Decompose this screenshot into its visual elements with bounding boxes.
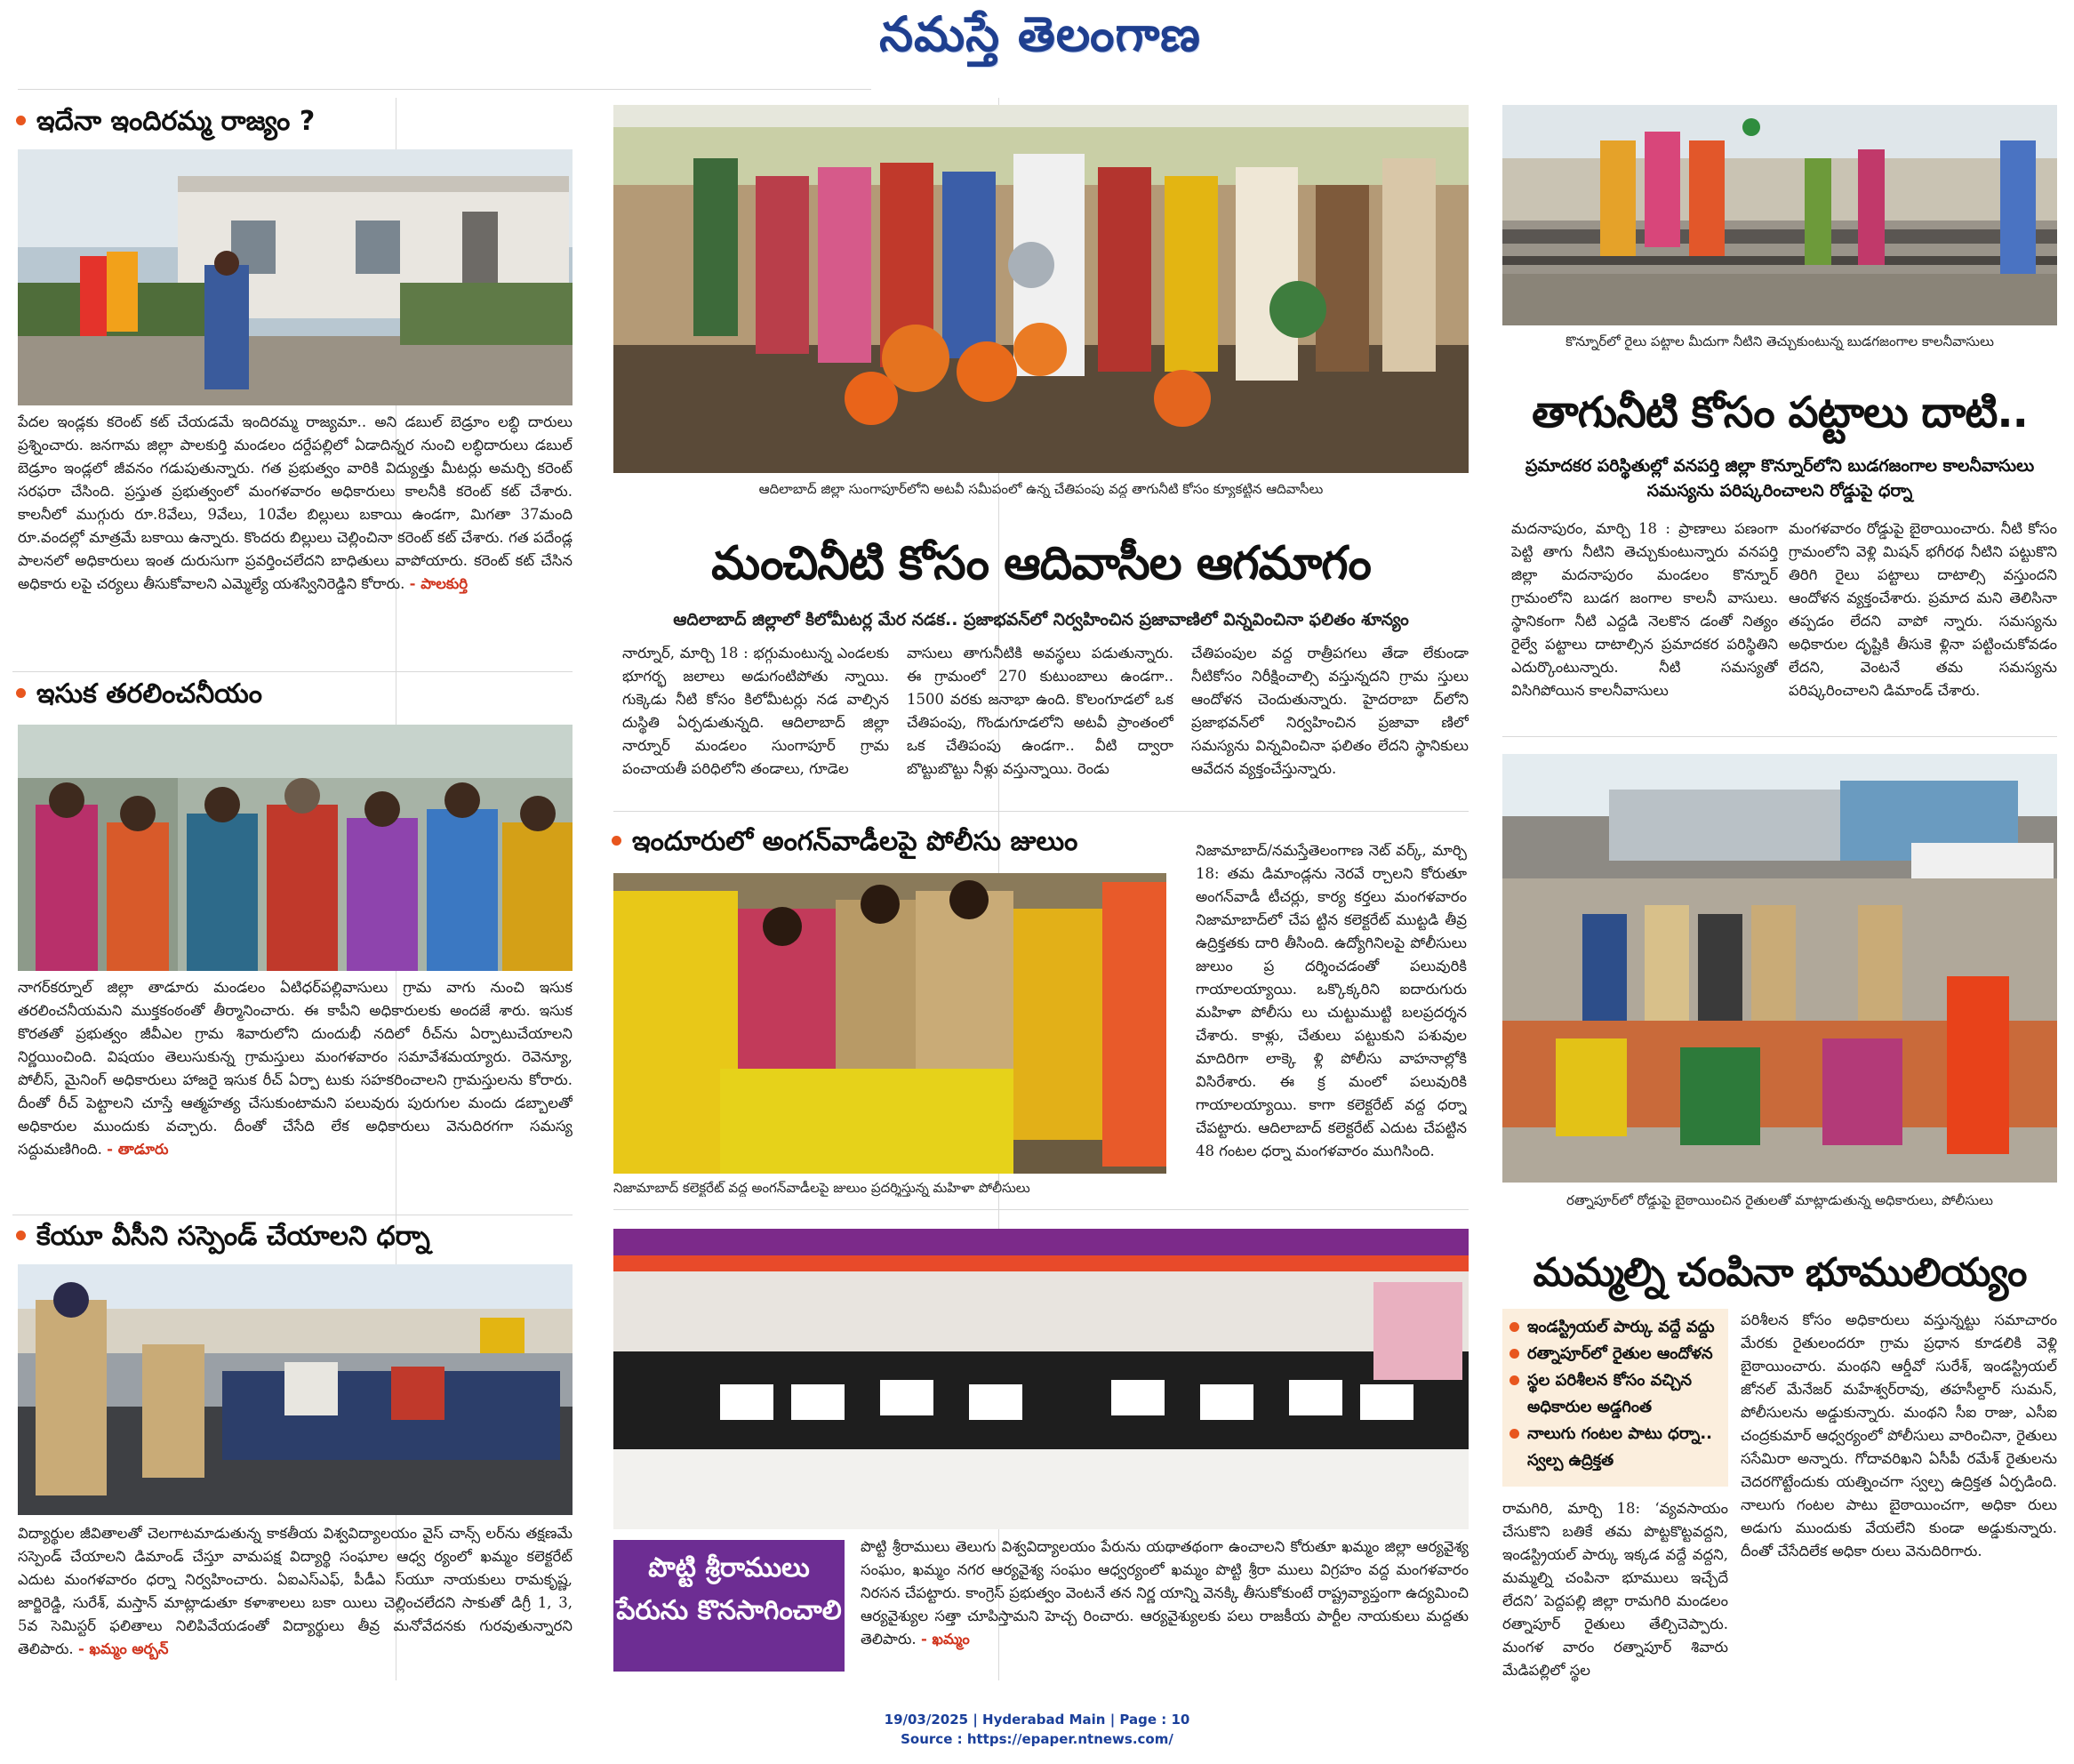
lead-photo — [613, 105, 1469, 473]
bullet-icon — [1509, 1375, 1519, 1385]
bullet-item: రత్నాపూర్‌లో రైతుల ఆందోళన — [1508, 1341, 1723, 1367]
story3-byline: - ఖమ్మం అర్బన్ — [77, 1640, 169, 1657]
bullet-icon — [1509, 1429, 1519, 1439]
story3-photo — [18, 1264, 573, 1515]
land-photo-caption: రత్నాపూర్‌లో రోడ్డుపై బైఠాయించిన రైతులతో మాట్లాడుతున్న అధికారులు, పోలీసులు — [1566, 1192, 1993, 1208]
rail-headline: తాగునీటి కోసం పట్టాలు దాటి.. — [1532, 388, 2028, 437]
story3-body: విద్యార్థుల జీవితాలతో చెలగాటమాడుతున్న కాకతీయ విశ్వవిద్యాలయం వైస్ చాన్స్ లర్‌ను తక్షణమే సస్పెండ్ చేయాలని డిమాండ్ చేస్తూ వామపక్ష విద్యార్థి సంఘాల ఆధ్వ ర్యంలో ఖమ్మం కలెక్టరేట్ ఎదుట మంగళవారం ధర్నా నిర్వహించారు. ఏఐఎస్‌ఎఫ్, పీడీఎ స్‌యూ నాయకులు రామకృష్ణ, జార్జిరెడ్డి, సురేశ్, మస్తాన్ మాట్లాడుతూ కళాశాలలు బకా యిలు చెల్లించలేదని సాకుతో డిగ్రీ 1, 3, 5వ సెమిస్టర్ ఫలితాలు నిలిపివేయడంతో విద్యార్థులు తీవ్ర మనోవేదనకు గురవుతున్నారని తెలిపారు. - ఖమ్మం అర్బన్ — [18, 1525, 573, 1657]
bullet-item: స్థల పరిశీలన కోసం వచ్చిన అధికారుల అడ్డగింత — [1508, 1367, 1723, 1421]
story3-headline: కేయూ వీసీని సస్పెండ్ చేయాలని ధర్నా — [12, 1220, 430, 1254]
bullet-icon — [16, 116, 26, 125]
bullet-item: ఇండస్ట్రియల్ పార్కు వద్దే వద్దు — [1508, 1314, 1723, 1341]
bullet-icon — [16, 1231, 26, 1240]
bullet-icon — [612, 836, 621, 846]
land-bullet-box — [1502, 1309, 1728, 1487]
land-body-col2: పరిశీలన కోసం అధికారులు వస్తున్నట్టు సమాచారం మేరకు రైతులందరూ గ్రామ ప్రధాన కూడలికి వెళ్లి బైఠాయించారు. మంథని ఆర్డీవో సురేశ్, ఇండస్ట్రియల్ జోనల్ మేనేజర్ మహేశ్వర్‌రావు, తహసీల్దార్ సుమన్, పోలీసులను అడ్డుకున్నారు. మంథని సీఐ రాజు, ఎసీఐ చంద్రకుమార్ ఆధ్వర్యంలో పోలీసులు వారించినా, రైతులు ససేమిరా అన్నారు. గోదావరిఖని ఏసీపీ రమేశ్ రైతులను చెదరగొట్టేందుకు యత్నించగా స్వల్ప ఉద్రిక్తత ఏర్పడింది. నాలుగు గంటల పాటు బైఠాయించగా, అధికా రులు అడుగు ముందుకు వేయలేని కుండా అడ్డుకున్నారు. దీంతో చేసేదిలేక అధికా రులు వెనుదిరిగారు. — [1741, 1311, 2057, 1560]
police-headline: ఇందూరులో అంగన్‌వాడీలపై పోలీసు జులుం — [608, 825, 1077, 859]
bullet-icon — [1509, 1322, 1519, 1332]
potti-body: పొట్టి శ్రీరాములు తెలుగు విశ్వవిద్యాలయం పేరును యథాతథంగా ఉంచాలని కోరుతూ ఖమ్మం జిల్లా ఆర్యవైశ్య సంఘం, ఖమ్మం నగర ఆర్యవైశ్య సంఘం ఆధ్వర్యంలో ఖమ్మం పొట్టి శ్రీరా ములు విగ్రహం వద్ద మంగళవారం నిరసన చేపట్టారు. కాంగ్రెస్ ప్రభుత్వం వెంటనే తన నిర్ణ యాన్ని వెనక్కి తీసుకోకుంటే రాష్ట్రవ్యాప్తంగా ఉద్యమించి ఆర్యవైశ్యుల సత్తా చూపిస్తామని హెచ్చ రించారు. ఆర్యవైశ్యులకు పలు రాజకీయ పార్టీల నాయకులు మద్దతు తెలిపారు. - ఖమ్మం — [861, 1538, 1469, 1648]
rail-photo — [1502, 105, 2057, 325]
bullet-icon — [16, 688, 26, 698]
divider — [613, 1209, 1469, 1210]
footer-date-edition: 19/03/2025 | Hyderabad Main | Page : 10 — [884, 1712, 1190, 1728]
footer-source: Source : https://epaper.ntnews.com/ — [901, 1731, 1173, 1747]
land-body-col1: రామగిరి, మార్చి 18: ‘వ్యవసాయం చేసుకొని బతికే తమ పొట్టకొట్టవద్దని, ఇండస్ట్రియల్ పార్కు ఇక్కడ వద్దే వద్దని, మమ్మల్ని చంపినా భూములు ఇచ్చేదే లేదని’ పెద్దపల్లి జిల్లా రామగిరి మండలం రత్నాపూర్ రైతులు తేల్చిచెప్పారు. మంగళ వారం రత్నాపూర్ శివారు మేడిపల్లిలో స్థల — [1502, 1500, 1728, 1679]
lead-body-col3: చేతిపంపుల వద్ద రాత్రీపగలు తేడా లేకుండా నీటికోసం నిరీక్షించాల్సి వస్తున్నదని గ్రామ స్తులు ఆందోళన చెందుతున్నారు. హైదరాబా ద్‌లోని ప్రజాభవన్‌లో నిర్వహించిన ప్రజావా ణిలో సమస్యను విన్నవించినా ఫలితం లేదని స్థానికులు ఆవేదన వ్యక్తంచేస్తున్నారు. — [1191, 645, 1469, 777]
bullet-icon — [1509, 1349, 1519, 1359]
potti-byline: - ఖమ్మం — [920, 1631, 970, 1648]
bullet-item: నాలుగు గంటల పాటు ధర్నా.. స్వల్ప ఉద్రిక్తత — [1508, 1421, 1723, 1474]
story1-byline: - పాలకుర్తి — [409, 575, 468, 592]
divider — [18, 89, 871, 90]
story1-photo — [18, 149, 573, 405]
divider — [12, 671, 573, 672]
story1-headline: ఇదేనా ఇందిరమ్మ రాజ్యం ? — [12, 105, 315, 139]
lead-headline: మంచినీటి కోసం ఆదివాసీల ఆగమాగం — [711, 537, 1371, 590]
rail-body-col2: మంగళవారం రోడ్డుపై బైఠాయించారు. నీటి కోసం గ్రామంలోని వెళ్లి మిషన్ భగీరథ నీటిని పట్టుకొని తిరిగి రైలు పట్టాలు దాటాల్సి వస్తుందని ఆందోళన వ్యక్తంచేశారు. ప్రమాద మని తెలిసినా తప్పడం లేదని వాపో న్నారు. సమస్యను అధికారుల దృష్టికి తీసుకె ళ్లినా పట్టించుకోవడం లేదని, వెంటనే తమ సమస్యను పరిష్కరించాలని డిమాండ్ చేశారు. — [1789, 520, 2057, 699]
police-body: నిజామాబాద్/నమస్తేతెలంగాణ నెట్ వర్క్, మార్చి 18: తమ డిమాండ్లను నెరవే ర్చాలని కోరుతూ అంగన్‌వాడీ టీచర్లు, కార్య కర్తలు మంగళవారం నిజామాబాద్‌లో చేప ట్టిన కలెక్టరేట్ ముట్టడి తీవ్ర ఉద్రిక్తతకు దారి తీసింది. ఉద్యోగినిలపై పోలీసులు జులుం ప్ర దర్శించడంతో పలువురికి గాయాలయ్యాయి. ఒక్కొక్కరిని ఐదారుగురు మహిళా పోలీసు లు చుట్టుముట్టి బలప్రదర్శన చేశారు. కాళ్లు, చేతులు పట్టుకుని పశువుల మాదిరిగా లాక్కె ళ్లి పోలీసు వాహనాల్లోకి విసిరేశారు. ఈ క్ర మంలో పలువురికి గాయాలయ్యాయి. కాగా కలెక్టరేట్ వద్ద ధర్నా చేపట్టారు. ఆదిలాబాద్ కలెక్టరేట్ ఎదుట చేపట్టిన 48 గంటల ధర్నా మంగళవారం ముగిసింది. — [1196, 842, 1467, 1159]
story2-headline: ఇసుక తరలించనీయం — [12, 678, 262, 711]
potti-photo — [613, 1229, 1469, 1529]
land-photo — [1502, 754, 2057, 1183]
lead-photo-caption: ఆదిలాబాద్ జిల్లా సుంగాపూర్‌లోని అటవీ సమీపంలో ఉన్న చేతిపంపు వద్ద తాగునీటి కోసం క్యూకట్టిన ఆదివాసీలు — [758, 481, 1324, 497]
story2-byline: - తాడూరు — [107, 1141, 169, 1158]
rail-subhead: ప్రమాదకర పరిస్థితుల్లో వనపర్తి జిల్లా కొన్నూర్‌లోని బుడగజంగాల కాలనీవాసులు సమస్యను పరిష్కరించాలని రోడ్డుపై ధర్నా — [1525, 456, 2035, 501]
lead-body-col1: నార్నూర్, మార్చి 18 : భగ్గుమంటున్న ఎండలకు భూగర్భ జలాలు అడుగంటిపోతు న్నాయి. గుక్కెడు నీటి కోసం కిలోమీటర్లు నడ వాల్సిన దుస్థితి ఏర్పడుతున్నది. ఆదిలాబాద్ జిల్లా నార్నూర్ మండలం సుంగాపూర్ గ్రామ పంచాయతీ పరిధిలోని తండాలు, గూడెల — [622, 645, 889, 777]
lead-body-col2: వాసులు తాగునీటికి అవస్థలు పడుతున్నారు. ఈ గ్రామంలో 270 కుటుంబాలు ఉండగా.. 1500 వరకు జనాభా ఉంది. కొలంగూడలో ఒక చేతిపంపు, గొండుగూడలోని అటవీ ప్రాంతంలో ఒక చేతిపంపు ఉండగా.. వీటి ద్వారా బొట్టుబొట్టు నీళ్లు వస్తున్నాయి. రెండు — [907, 645, 1173, 777]
police-photo-caption: నిజామాబాద్ కలెక్టరేట్ వద్ద అంగన్‌వాడీలపై జులుం ప్రదర్శిస్తున్న మహిళా పోలీసులు — [613, 1180, 1030, 1196]
potti-headline-box: పొట్టి శ్రీరాములు పేరును కొనసాగించాలి — [613, 1540, 845, 1672]
masthead-logo: నమస్తే తెలంగాణ — [879, 6, 1201, 62]
police-photo — [613, 873, 1166, 1174]
rail-body-col1: మదనాపురం, మార్చి 18 : ప్రాణాలు పణంగా పెట్టి తాగు నీటిని తెచ్చుకుంటున్నారు వనపర్తి జిల్లా మదనాపురం మండలం కొన్నూర్ గ్రామంలోని బుడగ జంగాల కాలనీ వాసులు. స్థానికంగా నీటి ఎద్దడి నెలకొన డంతో నిత్యం రైల్వే పట్టాలు దాటాల్సిన ప్రమాదకర పరిస్థితిని ఎదుర్కొంటున్నారు. నీటి సమస్యతో విసిగిపోయిన కాలనీవాసులు — [1511, 520, 1778, 699]
rail-photo-caption: కొన్నూర్‌లో రైలు పట్టాల మీదుగా నీటిని తెచ్చుకుంటున్న బుడగజంగాల కాలనీవాసులు — [1566, 333, 1994, 349]
land-headline: మమ్మల్ని చంపినా భూములియ్యం — [1533, 1250, 2027, 1295]
story2-body: నాగర్‌కర్నూల్ జిల్లా తాడూరు మండలం ఏటిధర్‌పల్లివాసులు గ్రామ వాగు నుంచి ఇసుక తరలించనీయమని ముక్తకంఠంతో తీర్మానించారు. ఈ కాపీని అధికారులకు అందజే శారు. ఇసుక కొరతతో ప్రభుత్వం జీవీఎల గ్రామ శివారులోని దుందుభీ నదిలో రీచ్‌ను ఏర్పాటుచేయాలని నిర్ణయించింది. విషయం తెలుసుకున్న గ్రామస్తులు మంగళవారం సమావేశమయ్యారు. రెవెన్యూ, పోలీస్, మైనింగ్ అధికారులు హాజరై ఇసుక రీచ్ ఏర్పా టుకు సహకరించాలని గ్రామస్తులను కోరారు. దీంతో రీచ్ పెట్టాలని చూస్తే ఆత్మహత్య చేసుకుంటామని పలువురు పురుగుల మందు డబ్బాలతో అధికారుల ముందుకు వచ్చారు. దీంతో చేసేది లేక అధికారులు వెనుదిరగగా సమస్య సద్దుమణిగింది. - తాడూరు — [18, 979, 573, 1158]
lead-deck: ఆదిలాబాద్ జిల్లాలో కిలోమీటర్ల మేర నడక.. ప్రజాభవన్‌లో నిర్వహించిన ప్రజావాణిలో విన్నవించినా ఫలితం శూన్యం — [673, 610, 1409, 629]
divider — [613, 811, 1469, 812]
story1-body: పేదల ఇండ్లకు కరెంట్ కట్ చేయడమే ఇందిరమ్మ రాజ్యమా.. అని డబుల్ బెడ్రూం లబ్ధి దారులు ప్రశ్నించారు. జనగామ జిల్లా పాలకుర్తి మండలం దర్దేపల్లిలో ఏడాదిన్నర నుంచి లబ్ధిదారులు డబుల్ బెడ్రూం ఇండ్లలో జీవనం గడుపుతున్నారు. గత ప్రభుత్వం వారికి విద్యుత్తు మీటర్లు అమర్చి కరెంట్ సరఫరా చేసింది. ప్రస్తుత ప్రభుత్వంలో మంగళవారం అధికారులు కాలనీకి కరెంట్ కట్ చేశారు. కాలనీలో ముగ్గురు రూ.8వేలు, 9వేలు, 10వేల బిల్లులు బకాయి ఉండగా, మిగతా 37మంది రూ.వందల్లో మాత్రమే బకాయి ఉన్నారు. కొందరు బిల్లులు చెల్లించినా కరెంట్ కట్ చేశారు. గత పదేండ్ల పాలనలో అధికారులు ఇంత దురుసుగా ప్రవర్తించలేదని బాధితులు వాపోయారు. కరెంట్ కట్ చేసిన అధికారు లపై చర్యలు తీసుకోవాలని ఎమ్మెల్యే యశస్వినిరెడ్డిని కోరారు. - పాలకుర్తి — [18, 413, 573, 592]
divider — [1502, 736, 2057, 737]
story2-photo — [18, 725, 573, 971]
